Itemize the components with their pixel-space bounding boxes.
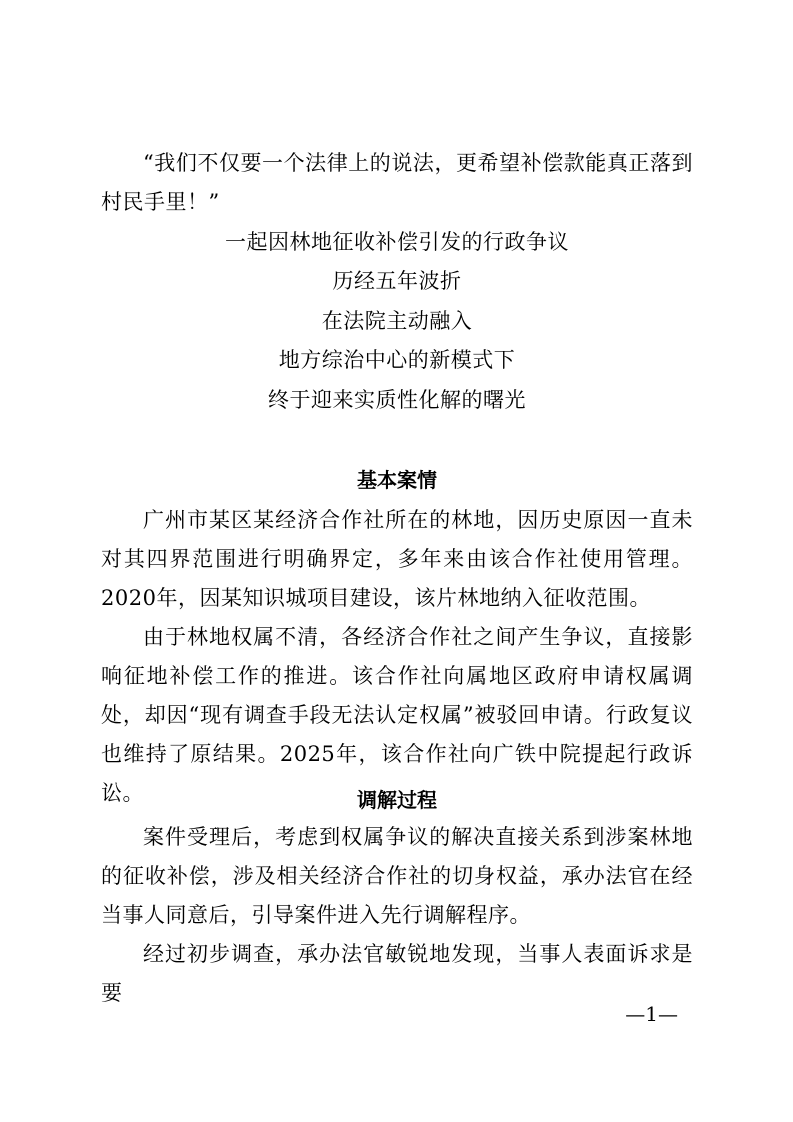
section-heading-basic-facts: 基本案情: [357, 468, 437, 492]
intro-line-1: 一起因林地征收补偿引发的行政争议: [225, 230, 569, 254]
intro-line-3: 在法院主动融入: [321, 309, 473, 333]
section-heading-mediation-process: 调解过程: [357, 788, 437, 812]
mediation-paragraph-2: 经过初步调查，承办法官敏锐地发现，当事人表面诉求是要: [101, 942, 693, 1005]
mediation-paragraph-1: 案件受理后，考虑到权属争议的解决直接关系到涉案林地的征收补偿，涉及相关经济合作社的切身权益，承办法官在经当事人同意后，引导案件进入先行调解程序。: [101, 825, 693, 927]
basic-facts-paragraph-1: 广州市某区某经济合作社所在的林地，因历史原因一直未对其四界范围进行明确界定，多年来由该合作社使用管理。2020年，因某知识城项目建设，该片林地纳入征收范围。: [101, 508, 693, 610]
opening-quote: “我们不仅要一个法律上的说法，更希望补偿款能真正落到村民手里！”: [101, 151, 693, 214]
intro-line-5: 终于迎来实质性化解的曙光: [268, 388, 526, 412]
intro-line-4: 地方综治中心的新模式下: [278, 348, 516, 372]
basic-facts-paragraph-2: 由于林地权属不清，各经济合作社之间产生争议，直接影响征地补偿工作的推进。该合作社向属地区政府申请权属调处，却因“现有调查手段无法认定权属”被驳回申请。行政复议也维持了原结果。2025年，该合作社向广铁中院提起行政诉讼。: [101, 625, 693, 805]
page-number: —1—: [625, 1002, 678, 1026]
intro-line-2: 历经五年波折: [332, 269, 462, 293]
